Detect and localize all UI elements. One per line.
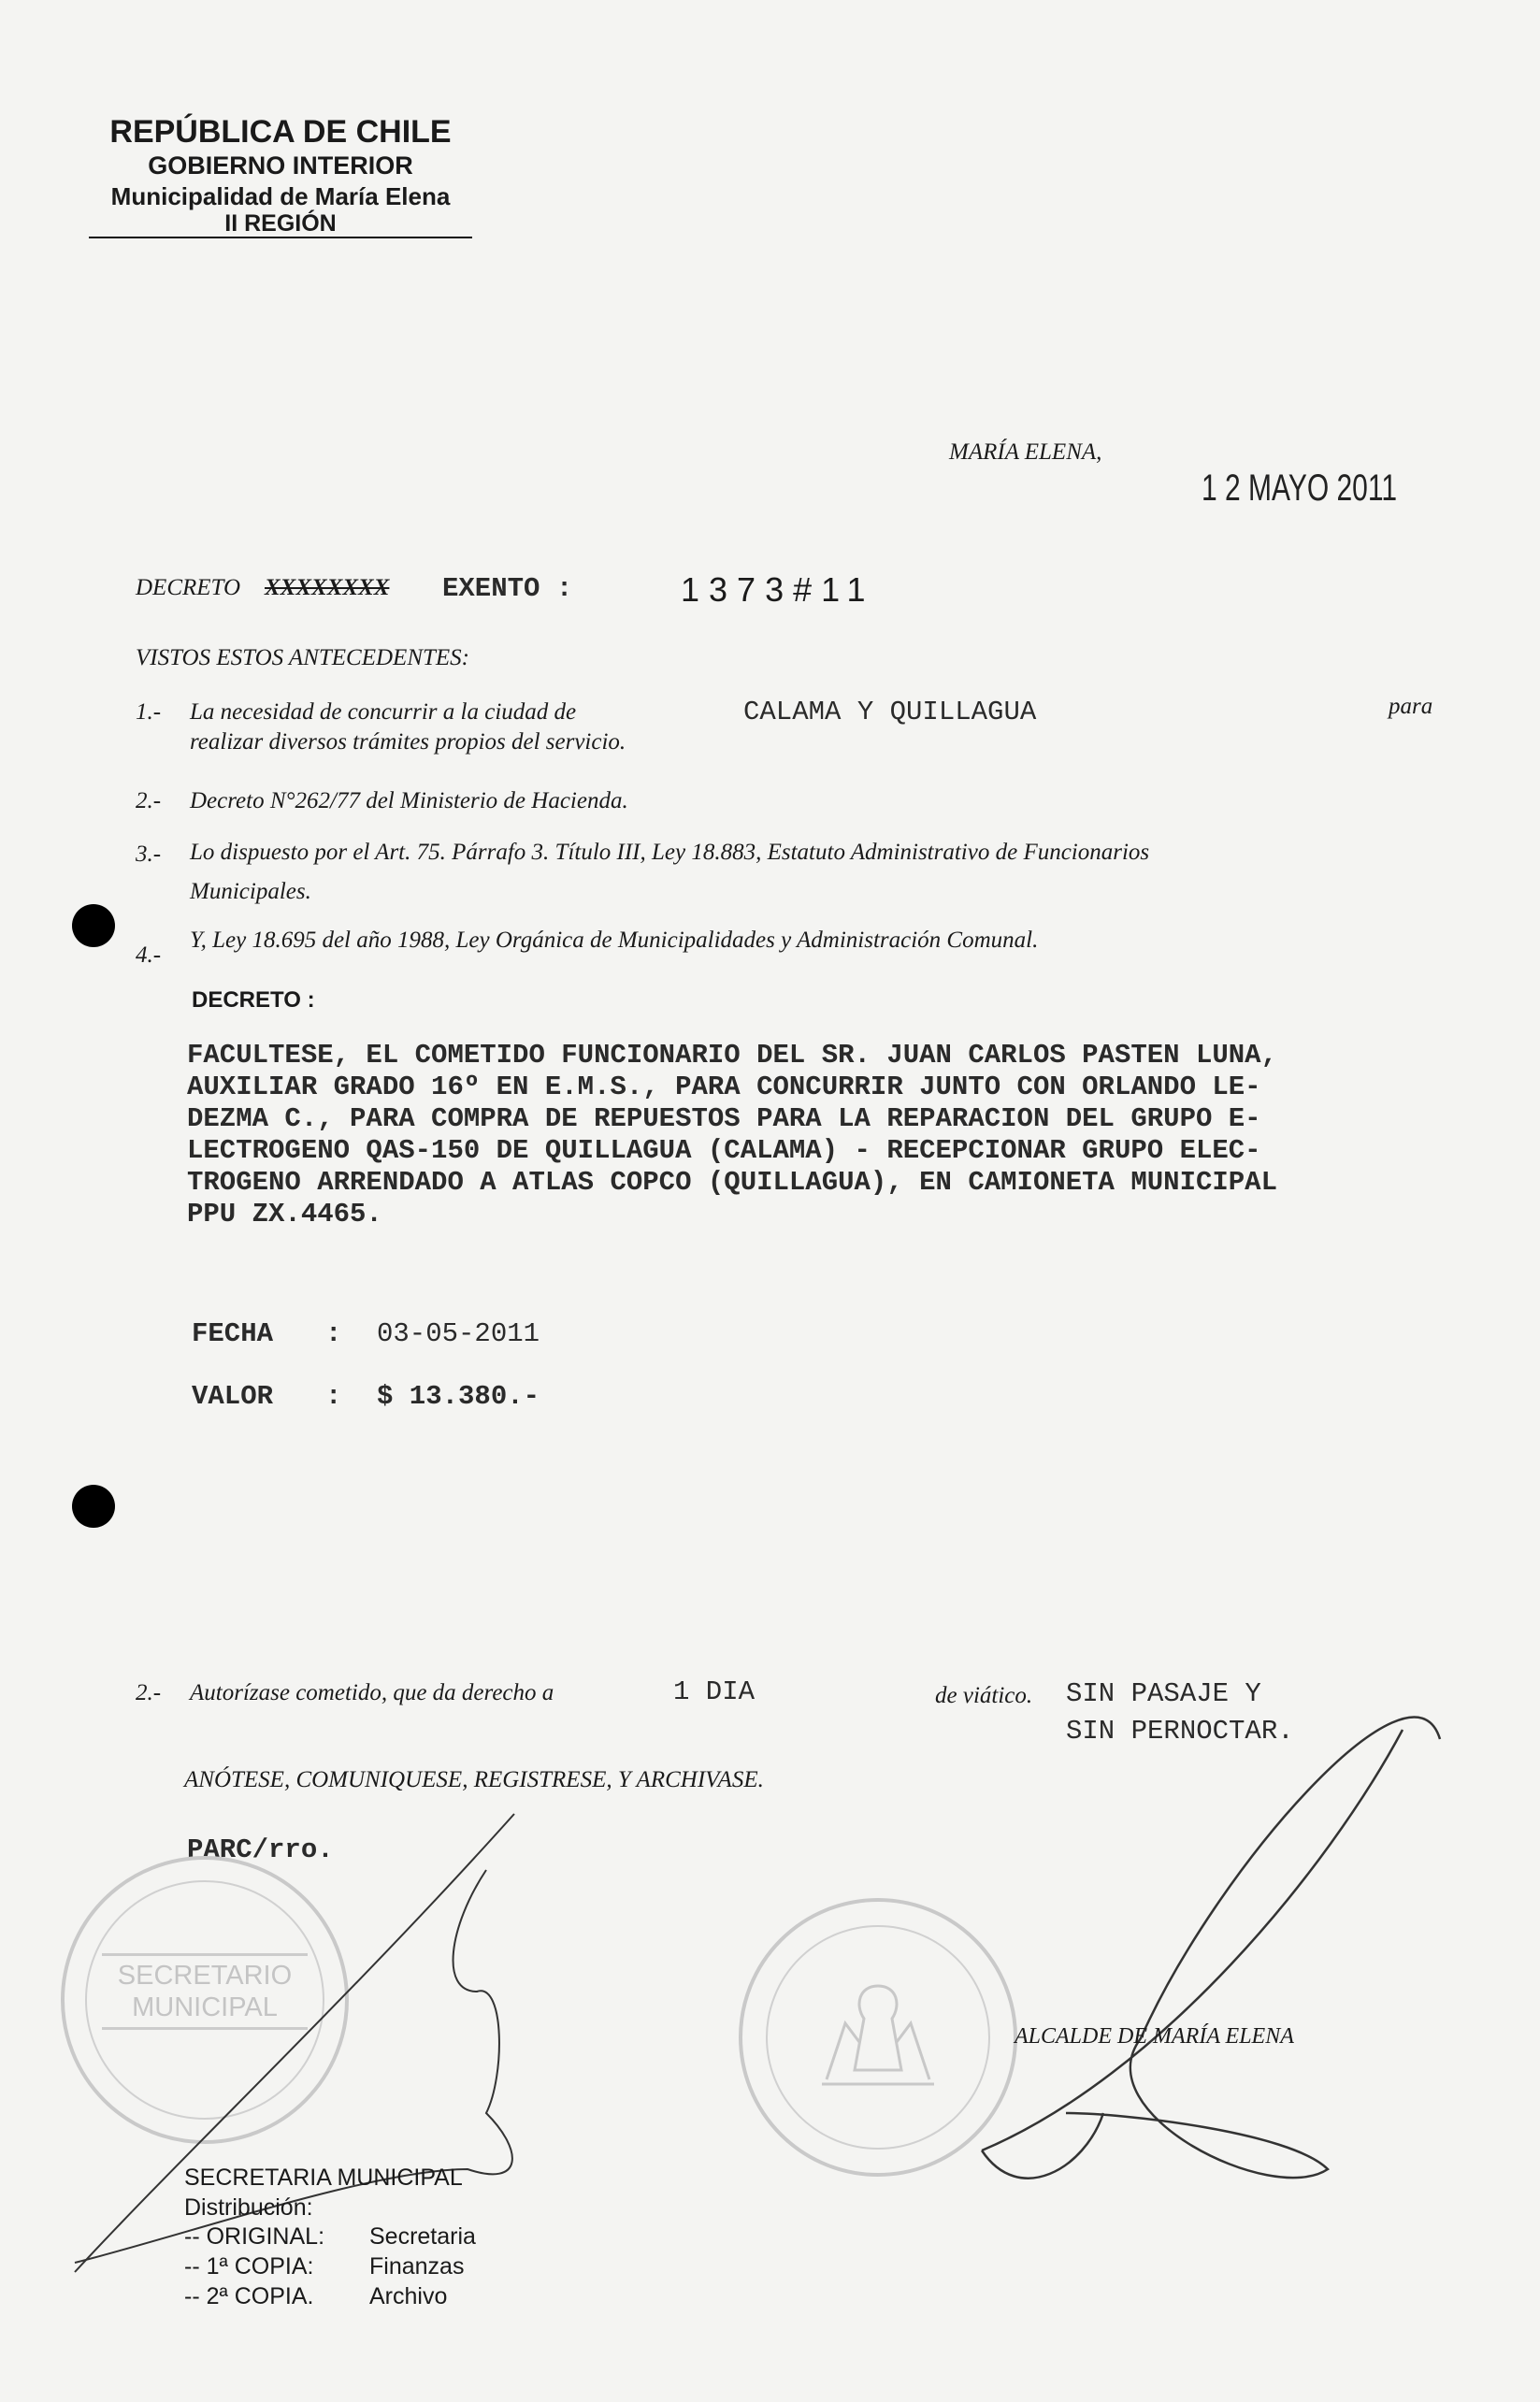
dist-row-value: Secretaria: [369, 2223, 476, 2250]
autoriza-text: Autorízase cometido, que da derecho a: [190, 1680, 554, 1705]
fecha-value: 03-05-2011: [377, 1318, 540, 1349]
dist-row-value: Archivo: [369, 2283, 448, 2309]
visto-1-line2: realizar diversos trámites propios del servicio.: [190, 729, 626, 755]
signatures: [0, 1589, 1540, 2300]
visto-4-num: 4.-: [136, 942, 162, 968]
valor-label: VALOR: [192, 1381, 274, 1412]
visto-1-tail: para: [1389, 694, 1433, 719]
header-republica: REPÚBLICA DE CHILE: [109, 114, 452, 150]
seal-center-line2: MUNICIPAL: [132, 1992, 278, 2022]
decreto-title: DECRETO :: [192, 987, 315, 1013]
closing-formula: ANÓTESE, COMUNIQUESE, REGISTRESE, Y ARCHIVASE.: [184, 1767, 764, 1792]
visto-4-text: Y, Ley 18.695 del año 1988, Ley Orgánica de Municipalidades y Administración Comunal.: [190, 928, 1039, 953]
visto-1-destination: CALAMA Y QUILLAGUA: [743, 697, 1037, 727]
fecha-sep: :: [325, 1318, 342, 1349]
header-gobierno: GOBIERNO INTERIOR: [148, 151, 413, 180]
signature-mayor: [982, 1717, 1440, 2178]
alcalde-label: ALCALDE DE MARÍA ELENA: [1015, 2024, 1294, 2049]
visto-3-line2: Municipales.: [190, 879, 311, 904]
decree-body: FACULTESE, EL COMETIDO FUNCIONARIO DEL SR. JUAN CARLOS PASTEN LUNA, AUXILIAR GRADO 16º EN E.M.S., PARA CONCURRIR JUNTO CON ORLANDO LE- DEZMA C., PARA COMPRA DE REPUESTOS PARA LA REPARACION DEL GRUPO E- LECTROGENO QAS-150 DE QUILLAGUA (CALAMA) - RECEPCIONAR GRUPO ELEC- TROGENO ARRENDADO A ATLAS COPCO (QUILLAGUA), EN CAMIONETA MUNICIPAL PPU ZX.4465.: [187, 1040, 1277, 1230]
dist-row-label: -- 2ª COPIA.: [184, 2283, 314, 2309]
decree-struck-text: XXXXXXXX: [265, 575, 390, 600]
visto-2-num: 2.-: [136, 788, 162, 813]
header-underline: [89, 237, 472, 238]
header-region: II REGIÓN: [224, 210, 337, 237]
punch-hole: [72, 904, 115, 947]
decree-exento: EXENTO :: [442, 573, 573, 604]
visto-1-text: La necesidad de concurrir a la ciudad de: [190, 699, 577, 725]
initials: PARC/rro.: [187, 1834, 334, 1865]
decree-number: 1373#11: [681, 570, 875, 609]
date-stamp: 1 2 MAYO 2011: [1202, 467, 1398, 509]
dist-row-label: -- ORIGINAL:: [184, 2223, 325, 2250]
autoriza-viatico: de viático.: [935, 1683, 1033, 1708]
valor-sep: :: [325, 1381, 342, 1412]
autoriza-days: 1 DIA: [673, 1676, 756, 1707]
seal-center-line1: SECRETARIO: [117, 1961, 293, 1991]
valor-value: $ 13.380.-: [377, 1381, 540, 1412]
secretaria-label: SECRETARIA MUNICIPAL: [184, 2165, 463, 2191]
punch-hole: [72, 1485, 115, 1528]
place-label: MARÍA ELENA,: [949, 439, 1102, 465]
visto-2-text: Decreto N°262/77 del Ministerio de Hacienda.: [190, 788, 628, 813]
header-municipalidad: Municipalidad de María Elena: [110, 182, 451, 210]
autoriza-note2: SIN PERNOCTAR.: [1066, 1716, 1294, 1747]
dist-row-label: -- 1ª COPIA:: [184, 2253, 314, 2280]
autoriza-num: 2.-: [136, 1680, 162, 1705]
vistos-title: VISTOS ESTOS ANTECEDENTES:: [136, 645, 469, 670]
visto-1-num: 1.-: [136, 699, 162, 725]
autoriza-note1: SIN PASAJE Y: [1066, 1678, 1261, 1709]
visto-3-text: Lo dispuesto por el Art. 75. Párrafo 3. Título III, Ley 18.883, Estatuto Administrativo de Funcionarios: [190, 840, 1150, 865]
decree-label: DECRETO: [136, 575, 241, 600]
visto-3-num: 3.-: [136, 841, 162, 867]
distribucion-title: Distribución:: [184, 2194, 313, 2221]
fecha-label: FECHA: [192, 1318, 274, 1349]
dist-row-value: Finanzas: [369, 2253, 465, 2280]
